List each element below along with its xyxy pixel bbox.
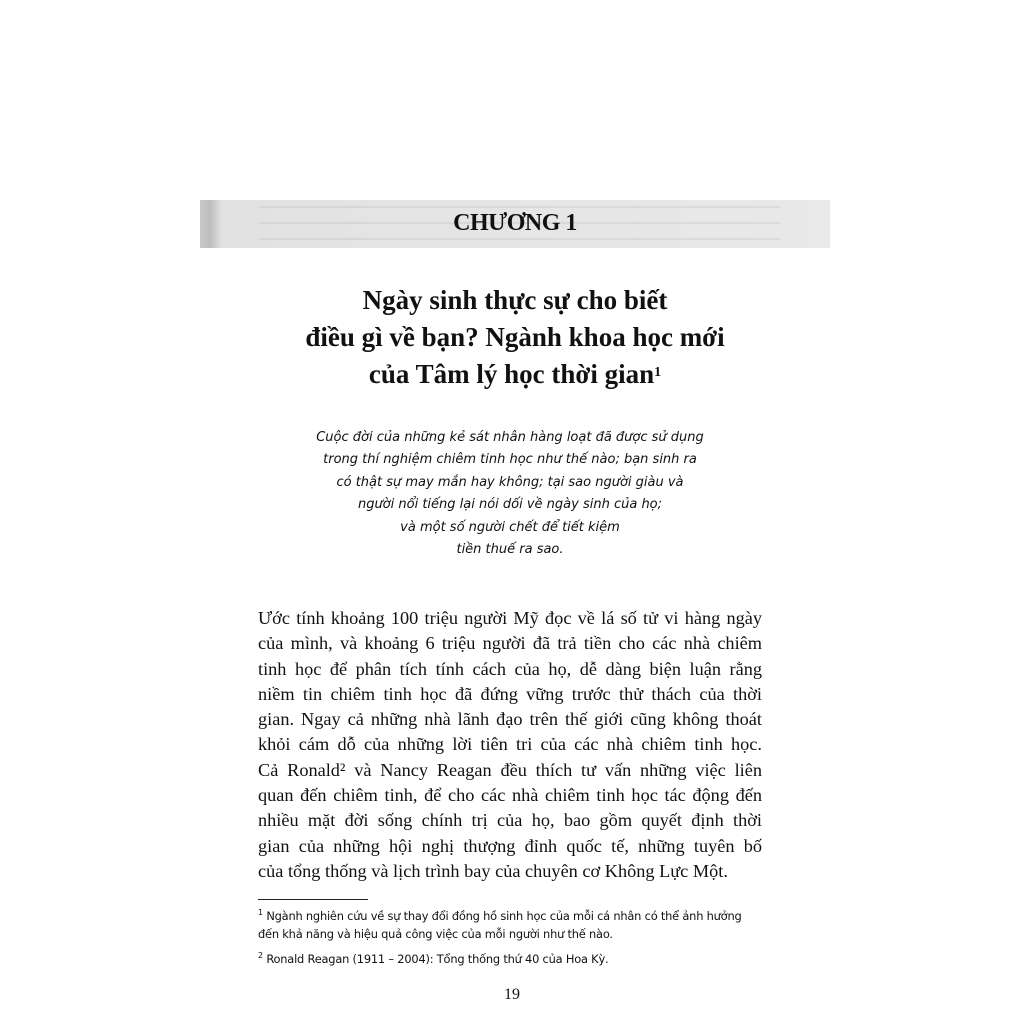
footnote-text: đến khả năng và hiệu quả công việc của mỗi người như thế nào. xyxy=(258,926,613,941)
body-line: khỏi cám dỗ của những lời tiên tri của các nhà chiêm tinh học. xyxy=(258,734,762,755)
body-line: của mình, và khoảng 6 triệu người đã trả tiền cho các nhà chiêm xyxy=(258,633,762,654)
epigraph-line: người nổi tiếng lại nói dối về ngày sinh của họ; xyxy=(357,497,663,513)
chapter-title xyxy=(200,282,830,393)
body-line: tinh học để phân tích tính cách của họ, dễ dàng biện luận rằng xyxy=(258,658,762,679)
footnote-mark: 1 xyxy=(258,908,263,917)
page-number: 19 xyxy=(504,986,520,1003)
body-line: Cả Ronald² và Nancy Reagan đều thích tư vấn những việc liên xyxy=(258,759,762,780)
title-line xyxy=(200,356,830,393)
footnote-text: Ronald Reagan (1911 – 2004): Tổng thống thứ 40 của Hoa Kỳ. xyxy=(266,951,609,966)
title-line: điều gì về bạn? Ngành khoa học mới xyxy=(305,322,725,352)
epigraph-line: tiền thuế ra sao. xyxy=(456,542,564,558)
body-line: gian. Ngay cả những nhà lãnh đạo trên thế giới cũng không thoát xyxy=(258,709,762,730)
footnote-2 xyxy=(258,947,778,968)
body-line: quan đến chiêm tinh, để cho các nhà chiêm tinh học tác động đến xyxy=(258,785,762,806)
body-line: Ước tính khoảng 100 triệu người Mỹ đọc về lá số tử vi hàng ngày xyxy=(258,608,762,628)
footnote-text: Ngành nghiên cứu về sự thay đổi đồng hồ sinh học của mỗi cá nhân có thể ảnh hưởng xyxy=(266,908,742,923)
body-line: nhiều mặt đời sống chính trị của họ, bao gồm quyết định thời xyxy=(258,810,762,831)
body-line: gian của những hội nghị thượng đỉnh quốc tế, những tuyên bố xyxy=(258,835,762,856)
body-line: của tổng thống và lịch trình bay của chuyên cơ Không Lực Một. xyxy=(258,860,728,881)
title-line-text: của Tâm lý học thời gian xyxy=(368,359,655,389)
footnote-divider xyxy=(258,899,368,900)
footnote-mark: 2 xyxy=(258,950,263,960)
epigraph-line: trong thí nghiệm chiêm tinh học như thế nào; bạn sinh ra xyxy=(323,452,697,468)
body-paragraph xyxy=(258,606,762,884)
footnote-1 xyxy=(258,904,778,943)
epigraph-line: Cuộc đời của những kẻ sát nhân hàng loạt đã được sử dụng xyxy=(316,430,704,445)
epigraph-line: có thật sự may mắn hay không; tại sao người giàu và xyxy=(336,474,684,490)
footnotes xyxy=(258,904,778,972)
title-line: Ngày sinh thực sự cho biết xyxy=(362,285,668,315)
footnote-ref: 1 xyxy=(654,365,662,380)
epigraph-line: và một số người chết để tiết kiệm xyxy=(400,519,620,535)
body-line: niềm tin chiêm tinh học đã đứng vững trước thử thách của thời xyxy=(258,683,762,704)
chapter-label: CHƯƠNG 1 xyxy=(453,210,577,236)
epigraph xyxy=(250,427,770,561)
